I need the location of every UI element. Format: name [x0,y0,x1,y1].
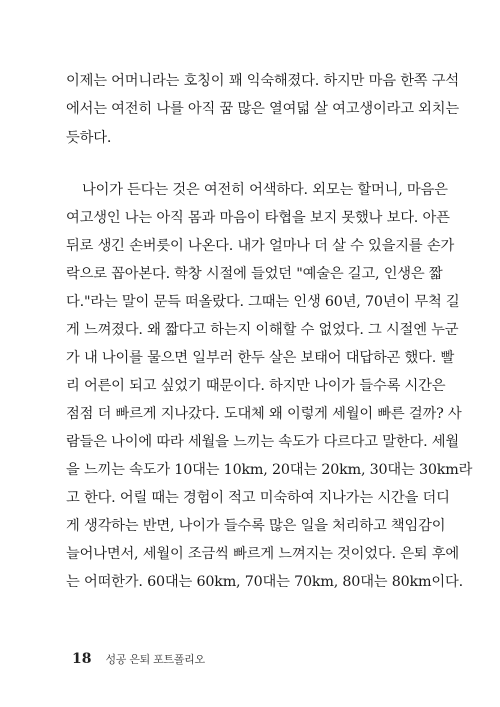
text-line: 나이가 든다는 것은 여전히 어색하다. 외모는 할머니, 마음은 [82,182,448,198]
text-line: 락으로 꼽아본다. 학창 시절에 들었던 "예술은 길고, 인생은 짧 [66,266,443,282]
text-line: 듯하다. [66,130,112,146]
page-footer [72,651,205,669]
text-line: 게 느껴졌다. 왜 짧다고 하는지 이해할 수 없었다. 그 시절엔 누군 [66,322,459,338]
text-line: 이제는 어머니라는 호칭이 꽤 익숙해졌다. 하지만 마음 한쪽 구석 [66,73,459,89]
text-line: 람들은 나이에 따라 세월을 느끼는 속도가 다르다고 말한다. 세월 [66,434,459,450]
text-line: 늘어나면서, 세월이 조금씩 빠르게 느껴지는 것이었다. 은퇴 후에 [66,546,459,562]
text-line: 가 내 나이를 물으면 일부러 한두 살은 보태어 대답하곤 했다. 빨 [66,350,455,366]
text-line: 는 어떠한가. 60대는 60km, 70대는 70km, 80대는 80km이다. [66,574,463,590]
text-line: 고 한다. 어릴 때는 경험이 적고 미숙하여 지나가는 시간을 더디 [66,490,450,506]
book-title: 성공 은퇴 포트폴리오 [105,653,205,666]
text-line: 리 어른이 되고 싶었기 때문이다. 하지만 나이가 들수록 시간은 [66,378,446,394]
page-number: 18 [72,651,92,667]
text-line: 여고생인 나는 아직 몸과 마음이 타협을 보지 못했나 보다. 아픈 [66,210,450,226]
text-line: 게 생각하는 반면, 나이가 들수록 많은 일을 처리하고 책임감이 [66,518,446,534]
text-line: 다."라는 말이 문득 떠올랐다. 그때는 인생 60년, 70년이 무척 길 [66,294,460,310]
text-line: 에서는 여전히 나를 아직 꿈 많은 열여덟 살 여고생이라고 외치는 [66,101,459,117]
text-line: 을 느끼는 속도가 10대는 10km, 20대는 20km, 30대는 30km라 [66,462,473,478]
text-line: 점점 더 빠르게 지나갔다. 도대체 왜 이렇게 세월이 빠른 걸까? 사 [66,406,462,422]
text-line: 뒤로 생긴 손버릇이 나온다. 내가 얼마나 더 살 수 있을지를 손가 [66,238,455,254]
